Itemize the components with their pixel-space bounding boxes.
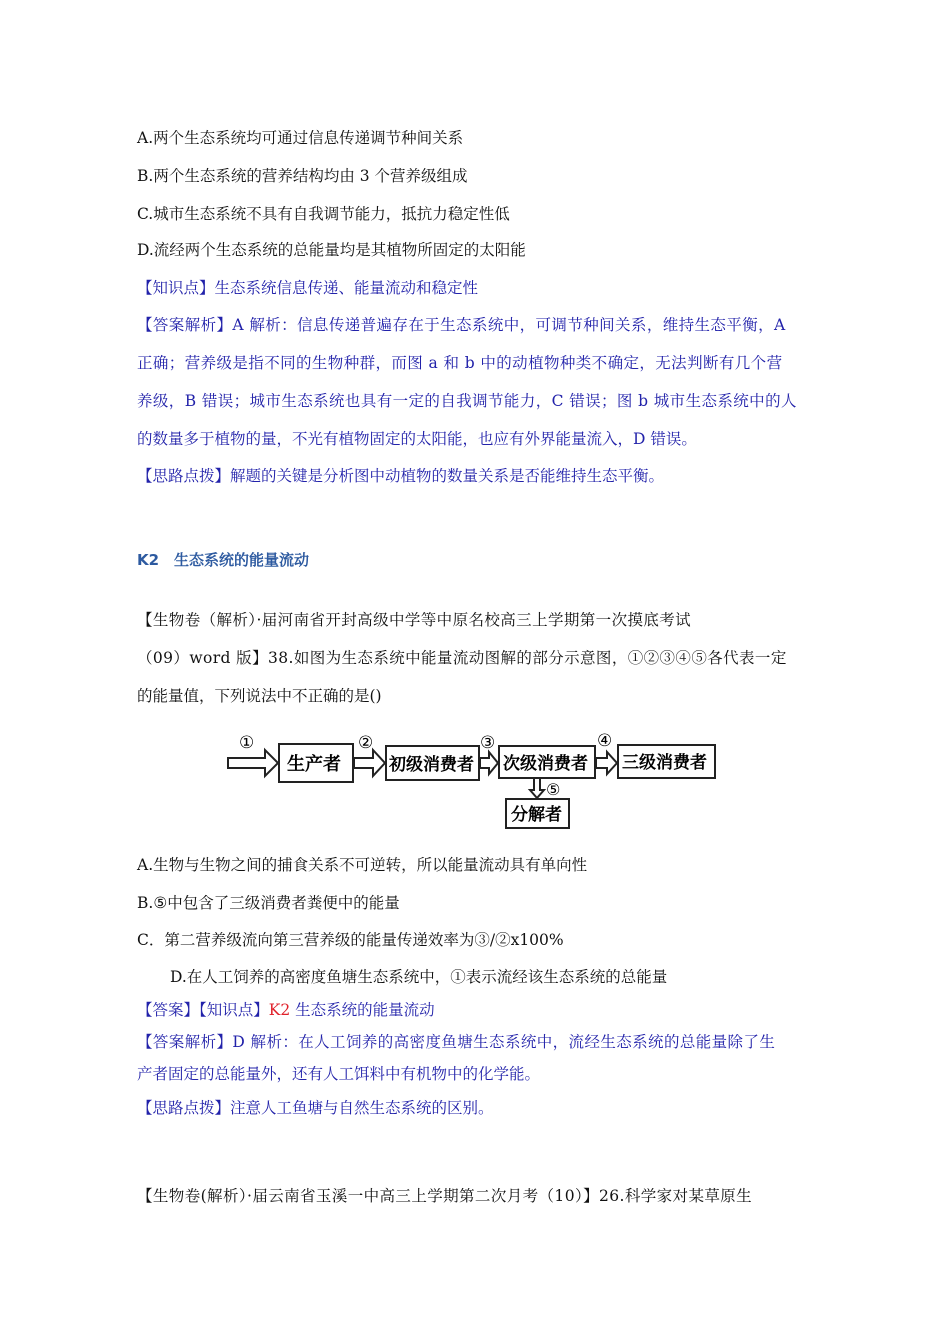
q1-tip: 【思路点拨】解题的关键是分析图中动植物的数量关系是否能维持生态平衡。 <box>137 467 665 485</box>
diagram-secondary-consumer: 次级消费者 <box>503 754 588 774</box>
q1-analysis-line-1: 【答案解析】A 解析：信息传递普遍存在于生态系统中，可调节种间关系，维持生态平衡，A <box>137 316 786 334</box>
q2-answer-topic: 生态系统的能量流动 <box>290 1001 435 1019</box>
q2-stem-line-1: 【生物卷（解析）·届河南省开封高级中学等中原名校高三上学期第一次摸底考试 <box>137 611 692 629</box>
q2-tip: 【思路点拨】注意人工鱼塘与自然生态系统的区别。 <box>137 1099 494 1117</box>
q3-stem: 【生物卷(解析）·届云南省玉溪一中高三上学期第二次月考（10）】26.科学家对某草原生 <box>137 1187 753 1205</box>
q2-analysis-line-2: 产者固定的总能量外，还有人工饵料中有机物中的化学能。 <box>137 1065 541 1083</box>
q2-answer-label: 【答案】【知识点】 <box>137 1001 269 1019</box>
q2-stem-line-3: 的能量值，下列说法中不正确的是() <box>137 687 382 705</box>
q1-option-d: D.流经两个生态系统的总能量均是其植物所固定的太阳能 <box>137 241 526 259</box>
q2-option-c: C．第二营养级流向第三营养级的能量传递效率为③/②x100% <box>137 931 564 949</box>
q2-option-b: B.⑤中包含了三级消费者粪便中的能量 <box>137 894 400 912</box>
diagram-label-1: ① <box>239 733 255 753</box>
q2-answer-code: K2 <box>268 1001 291 1019</box>
q2-option-a: A.生物与生物之间的捕食关系不可逆转，所以能量流动具有单向性 <box>137 856 588 874</box>
q1-analysis-line-4: 的数量多于植物的量，不光有植物固定的太阳能，也应有外界能量流入，D 错误。 <box>137 430 697 448</box>
diagram-label-2: ② <box>358 733 374 753</box>
q2-stem-line-2: （09）word 版】38.如图为生态系统中能量流动图解的部分示意图，①②③④⑤各代表一定 <box>137 649 787 667</box>
q2-answer-line <box>137 998 435 1020</box>
q1-analysis-line-3: 养级，B 错误；城市生态系统也具有一定的自我调节能力，C 错误；图 b 城市生态系统中的人 <box>137 392 797 410</box>
diagram-producer: 生产者 <box>287 754 341 775</box>
energy-flow-diagram <box>225 730 725 830</box>
q1-option-b: B.两个生态系统的营养结构均由 3 个营养级组成 <box>137 167 468 185</box>
q1-option-c: C.城市生态系统不具有自我调节能力，抵抗力稳定性低 <box>137 205 510 223</box>
q2-option-d: D.在人工饲养的高密度鱼塘生态系统中，①表示流经该生态系统的总能量 <box>170 968 668 986</box>
q2-analysis-line-1: 【答案解析】D 解析：在人工饲养的高密度鱼塘生态系统中，流经生态系统的总能量除了生 <box>137 1033 776 1051</box>
diagram-tertiary-consumer: 三级消费者 <box>622 753 707 773</box>
diagram-primary-consumer: 初级消费者 <box>389 755 474 775</box>
q1-option-a: A.两个生态系统均可通过信息传递调节种间关系 <box>137 129 464 147</box>
diagram-label-3: ③ <box>480 733 496 753</box>
diagram-label-4: ④ <box>597 731 613 751</box>
q1-knowledge-point: 【知识点】生态系统信息传递、能量流动和稳定性 <box>137 279 479 297</box>
section-heading: K2 生态系统的能量流动 <box>137 551 310 569</box>
diagram-decomposer: 分解者 <box>511 805 562 825</box>
diagram-label-5: ⑤ <box>546 780 561 799</box>
q1-analysis-line-2: 正确；营养级是指不同的生物种群，而图 a 和 b 中的动植物种类不确定，无法判断有几个营 <box>137 354 783 372</box>
